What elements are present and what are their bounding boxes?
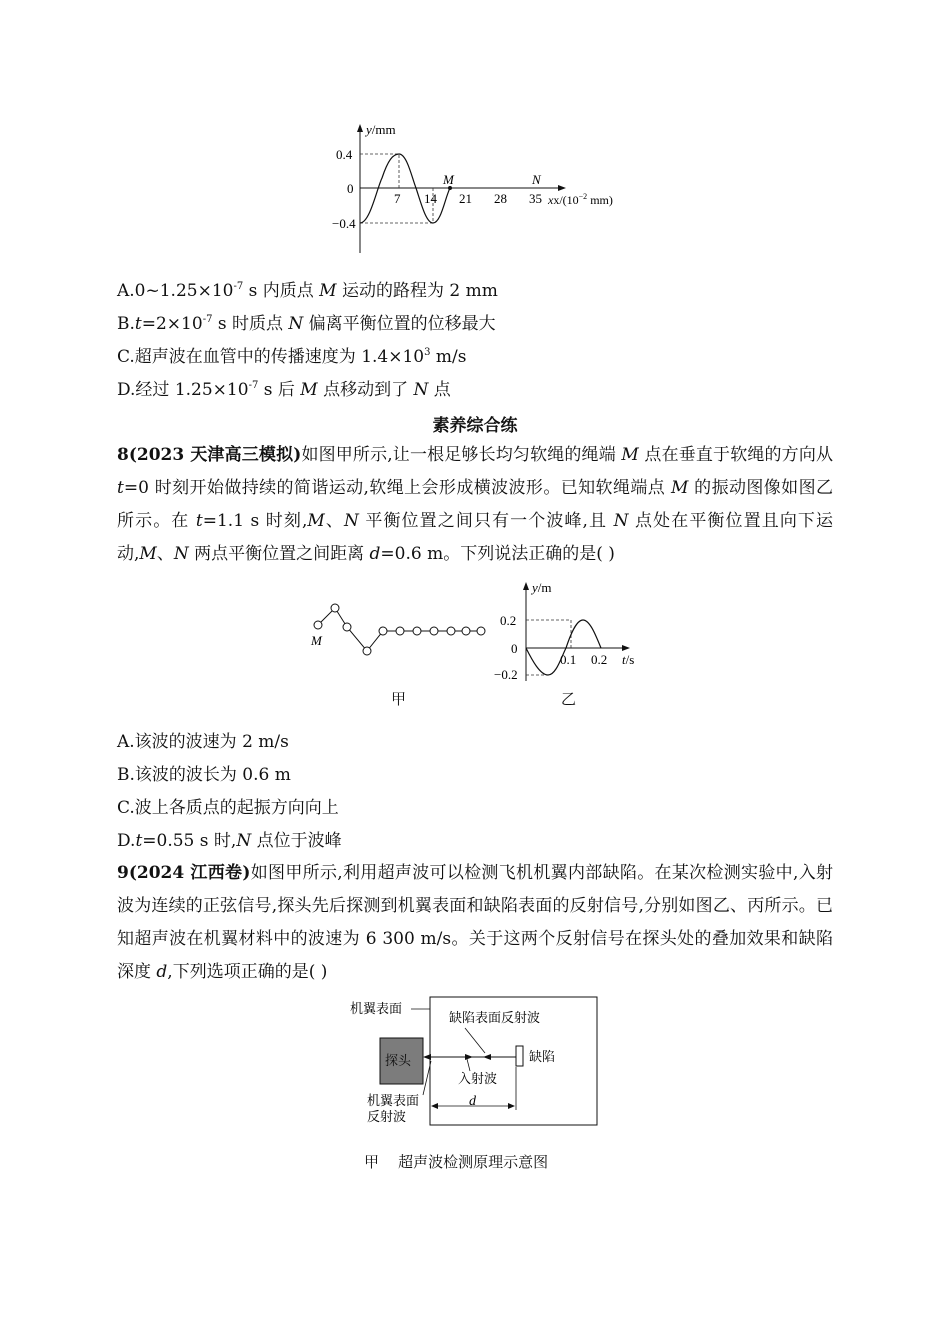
- t-axis-label: t/s: [622, 652, 635, 667]
- stem-run: 点在垂直于软绳的方向从: [638, 445, 833, 465]
- reflect-label-1: 机翼表面: [367, 1093, 420, 1108]
- x-axis-label: $xx/(10^{-2}$ mm): [548, 192, 613, 207]
- defect-wave-pointer: [465, 1028, 485, 1053]
- rope-bead: [363, 647, 371, 655]
- rope-bead: [331, 604, 339, 612]
- vibration-graph-yi: [480, 578, 650, 683]
- stem-run: =0.6 m。下列说法正确的是( ): [380, 544, 615, 564]
- stem-run: M: [670, 478, 689, 498]
- stem-run: N: [173, 544, 189, 564]
- stem-run: 点处在平衡位置且向下运动,: [117, 511, 834, 564]
- rope-bead: [343, 623, 351, 631]
- d-label: d: [469, 1094, 476, 1109]
- y-axis-label: y/mm: [366, 122, 396, 137]
- section-title: 素养综合练: [432, 416, 518, 436]
- q8-option-c: C.波上各质点的起振方向向上: [117, 798, 339, 818]
- x-tick-14: 14: [424, 191, 437, 206]
- stem-run: d: [156, 962, 168, 982]
- q7-option-b: $B.t=2\times 10^{-7}$ s 时质点 N 偏离平衡位置的位移最大: [117, 314, 496, 334]
- x-axis-arrow: [558, 185, 566, 191]
- y-tick-0: 0: [511, 641, 518, 656]
- q7-option-a: $A.0\sim 1.25\times 10^{-7}$ s 内质点 M 运动的路程为 2 mm: [117, 281, 498, 301]
- stem-run: N: [343, 511, 359, 531]
- defect-block: [516, 1046, 523, 1066]
- rope-bead: [314, 621, 322, 629]
- incident-pointer: [467, 1059, 470, 1071]
- stem-run: M: [621, 445, 639, 465]
- rope-bead: [396, 627, 404, 635]
- probe-label: 探头: [385, 1053, 412, 1068]
- d-arrow-right: [508, 1103, 515, 1109]
- stem-run: d: [369, 544, 381, 564]
- x-tick-35: 35: [529, 191, 542, 206]
- y-axis-label: y/m: [532, 580, 552, 595]
- fig-q9-caption: 甲 超声波检测原理示意图: [364, 1153, 549, 1171]
- stem-run: 、: [156, 544, 174, 564]
- stem-run: N: [613, 511, 629, 531]
- y-tick-0-2: 0.2: [500, 613, 517, 628]
- y-tick-0: 0: [347, 181, 354, 196]
- reflect-label-2: 反射波: [367, 1109, 407, 1124]
- point-m-label: M: [443, 172, 454, 187]
- stem-run: M: [139, 544, 157, 564]
- y-axis-arrow: [357, 124, 363, 132]
- stem-run: =1.1 s 时刻,: [202, 511, 308, 531]
- stem-run: 如图甲所示,让一根足够长均匀软绳的绳端: [301, 445, 622, 465]
- x-tick-21: 21: [459, 191, 472, 206]
- q7-option-d: D.经过 $1.25\times 10^{-7}$ s 后 M 点移动到了 N 点: [117, 380, 451, 400]
- stem-run: t: [117, 478, 124, 498]
- defect-wave-label: 缺陷表面反射波: [449, 1010, 541, 1025]
- t-tick-0-2: 0.2: [591, 652, 608, 667]
- fig-yi-caption: 乙: [561, 690, 577, 708]
- stem-run: 平衡位置之间只有一个波峰,且: [358, 511, 614, 531]
- wave-arrow-left-mid: [483, 1054, 491, 1060]
- t-axis-arrow: [622, 645, 630, 651]
- q8-stem: 8(2023 天津高三模拟)如图甲所示,让一根足够长均匀软绳的绳端 M 点在垂直于软绳的方向从 t=0 时刻开始做持续的简谐运动,软绳上会形成横波波形。已知软绳端点 M 的振动图像如图乙所示。在 t=1.1 s 时刻,M、N 平衡位置之间只有一个波峰,且 N 点处在平衡位置且向下运动,M、N 两点平衡位置之间距离 d=0.6 m。下列说法正确的是( ): [117, 445, 834, 564]
- ultrasound-diagram-jia: [345, 995, 605, 1130]
- rope-m-label: M: [311, 633, 322, 648]
- d-arrow-left: [431, 1103, 438, 1109]
- stem-run: ,下列选项正确的是( ): [167, 962, 328, 982]
- y-axis-arrow: [523, 582, 529, 590]
- peak-dashed-guide: [526, 620, 571, 648]
- q9-stem: 9(2024 江西卷)如图甲所示,利用超声波可以检测飞机机翼内部缺陷。在某次检测实验中,入射波为连续的正弦信号,探头先后探测到机翼表面和缺陷表面的反射信号,分别如图乙、丙所示。已知超声波在机翼材料中的波速为 6 300 m/s。关于这两个反射信号在探头处的叠加效果和缺陷深度 d,下列选项正确的是( ): [117, 863, 833, 982]
- stem-run: 、: [324, 511, 344, 531]
- point-n-label: N: [532, 172, 541, 187]
- t-tick-0-1: 0.1: [560, 652, 577, 667]
- stem-run: M: [307, 511, 325, 531]
- wave-graph-q7: [330, 118, 630, 258]
- q8-option-d: D.t=0.55 s 时,N 点位于波峰: [117, 831, 342, 851]
- stem-run: 的振动图像如图乙所示。在: [117, 478, 833, 531]
- q8-option-a: A.该波的波速为 2 m/s: [117, 732, 289, 752]
- y-tick-neg-0-4: −0.4: [332, 216, 356, 231]
- stem-run: t: [195, 511, 203, 531]
- defect-label: 缺陷: [529, 1049, 556, 1064]
- rope-figure-jia: [300, 598, 490, 668]
- y-tick-0-4: 0.4: [336, 147, 353, 162]
- y-tick-neg-0-2: −0.2: [494, 667, 518, 682]
- x-tick-7: 7: [394, 191, 401, 206]
- rope-bead: [430, 627, 438, 635]
- rope-bead: [379, 627, 387, 635]
- fig-jia-caption: 甲: [391, 690, 407, 708]
- stem-run: 两点平衡位置之间距离: [188, 544, 370, 564]
- rope-bead: [413, 627, 421, 635]
- x-tick-28: 28: [494, 191, 507, 206]
- wave-arrow-right: [465, 1054, 473, 1060]
- incident-label: 入射波: [458, 1071, 498, 1086]
- rope-bead: [447, 627, 455, 635]
- q7-option-c: C.超声波在血管中的传播速度为 $1.4\times 10^3$ m/s: [117, 347, 467, 367]
- wave-arrow-left: [423, 1054, 431, 1060]
- surface-label: 机翼表面: [350, 1001, 403, 1016]
- stem-run: 如图甲所示,利用超声波可以检测飞机机翼内部缺陷。在某次检测实验中,入射波为连续的正弦信号,探头先后探测到机翼表面和缺陷表面的反射信号,分别如图乙、丙所示。已知超声波在机翼材料中的波速为 6 300 m/s。关于这两个反射信号在探头处的叠加效果和缺陷深度: [117, 863, 833, 982]
- stem-run: =0 时刻开始做持续的简谐运动,软绳上会形成横波波形。已知软绳端点: [123, 478, 671, 498]
- q8-option-b: B.该波的波长为 0.6 m: [117, 765, 291, 785]
- rope-bead: [462, 627, 470, 635]
